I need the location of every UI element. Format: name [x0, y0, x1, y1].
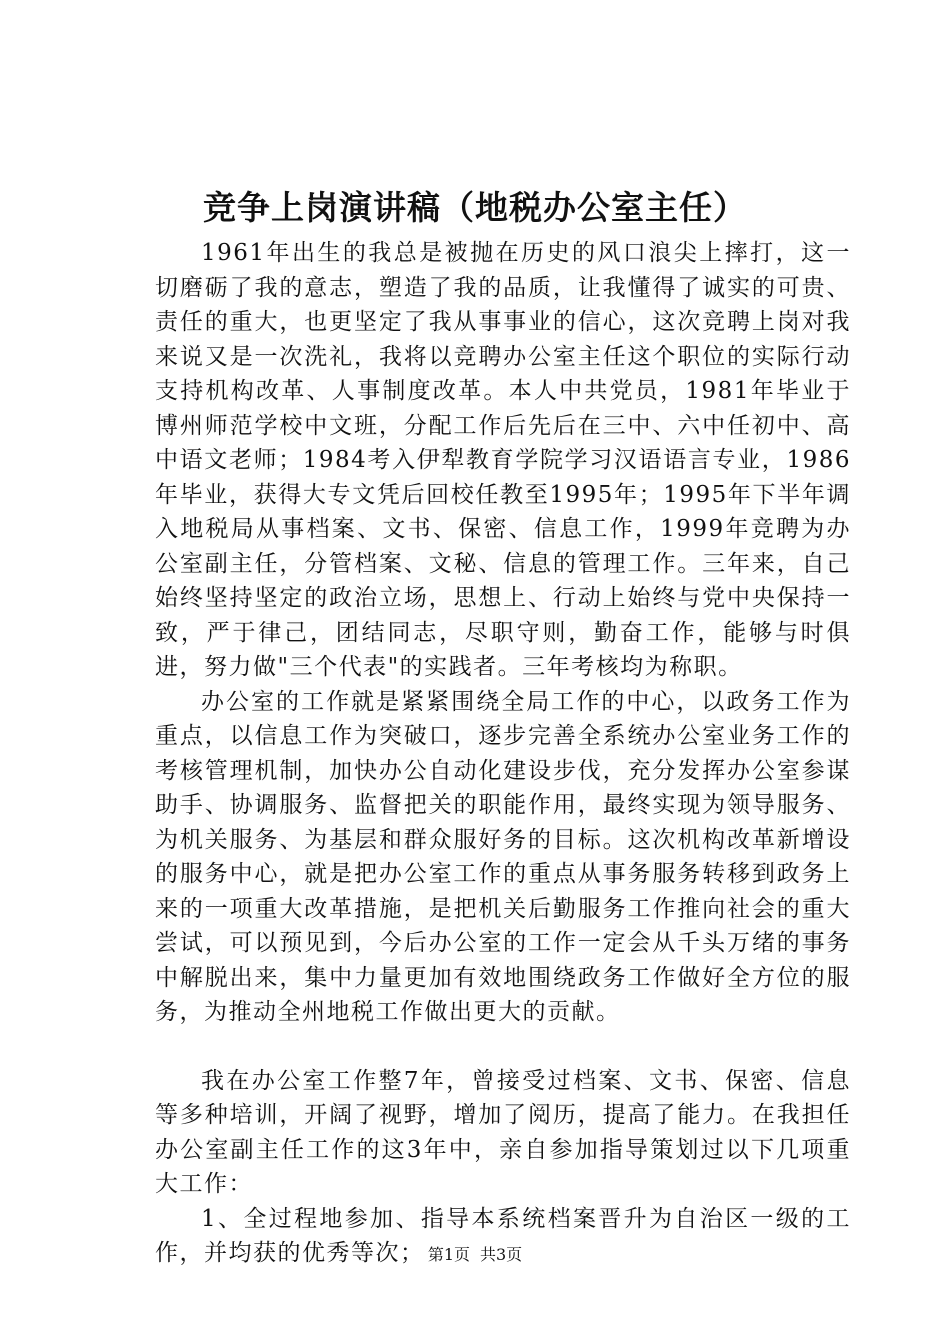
- document-body: [155, 236, 851, 1271]
- page-total: 共3页: [480, 1245, 523, 1264]
- paragraph-experience: 我在办公室工作整7年，曾接受过档案、文书、保密、信息等多种培训，开阔了视野，增加了阅历，提高了能力。在我担任办公室副主任工作的这3年中，亲自参加指导策划过以下几项重大工作：: [155, 1067, 851, 1197]
- paragraph-item-1: 1、全过程地参加、指导本系统档案晋升为自治区一级的工作，并均获的优秀等次；: [155, 1205, 851, 1266]
- paragraph-office-work: 办公室的工作就是紧紧围绕全局工作的中心，以政务工作为重点，以信息工作为突破口，逐步完善全系统办公室业务工作的考核管理机制，加快办公自动化建设步伐，充分发挥办公室参谋助手、协调服务、监督把关的职能作用，最终实现为领导服务、为机关服务、为基层和群众服好务的目标。这次机构改革新增设的服务中心，就是把办公室工作的重点从事务服务转移到政务上来的一项重大改革措施，是把机关后勤服务工作推向社会的重大尝试，可以预见到，今后办公室的工作一定会从千头万绪的事务中解脱出来，集中力量更加有效地围绕政务工作做好全方位的服务，为推动全州地税工作做出更大的贡献。: [155, 688, 851, 1025]
- paragraph-intro: 1961年出生的我总是被抛在历史的风口浪尖上摔打，这一切磨砺了我的意志，塑造了我的品质，让我懂得了诚实的可贵、责任的重大，也更坚定了我从事事业的信心，这次竞聘上岗对我来说又是一次洗礼，我将以竞聘办公室主任这个职位的实际行动支持机构改革、人事制度改革。本人中共党员，1981年毕业于博州师范学校中文班，分配工作后先后在三中、六中任初中、高中语文老师；1984考入伊犁教育学院学习汉语语言专业，1986年毕业，获得大专文凭后回校任教至1995年；1995年下半年调入地税局从事档案、文书、保密、信息工作，1999年竞聘为办公室副主任，分管档案、文秘、信息的管理工作。三年来，自己始终坚持坚定的政治立场，思想上、行动上始终与党中央保持一致，严于律己，团结同志，尽职守则，勤奋工作，能够与时俱进，努力做"三个代表"的实践者。三年考核均为称职。: [155, 240, 851, 680]
- document-title: 竞争上岗演讲稿（地税办公室主任）: [203, 188, 747, 227]
- page-footer: [0, 1244, 950, 1266]
- page-number: 第1页: [427, 1245, 470, 1264]
